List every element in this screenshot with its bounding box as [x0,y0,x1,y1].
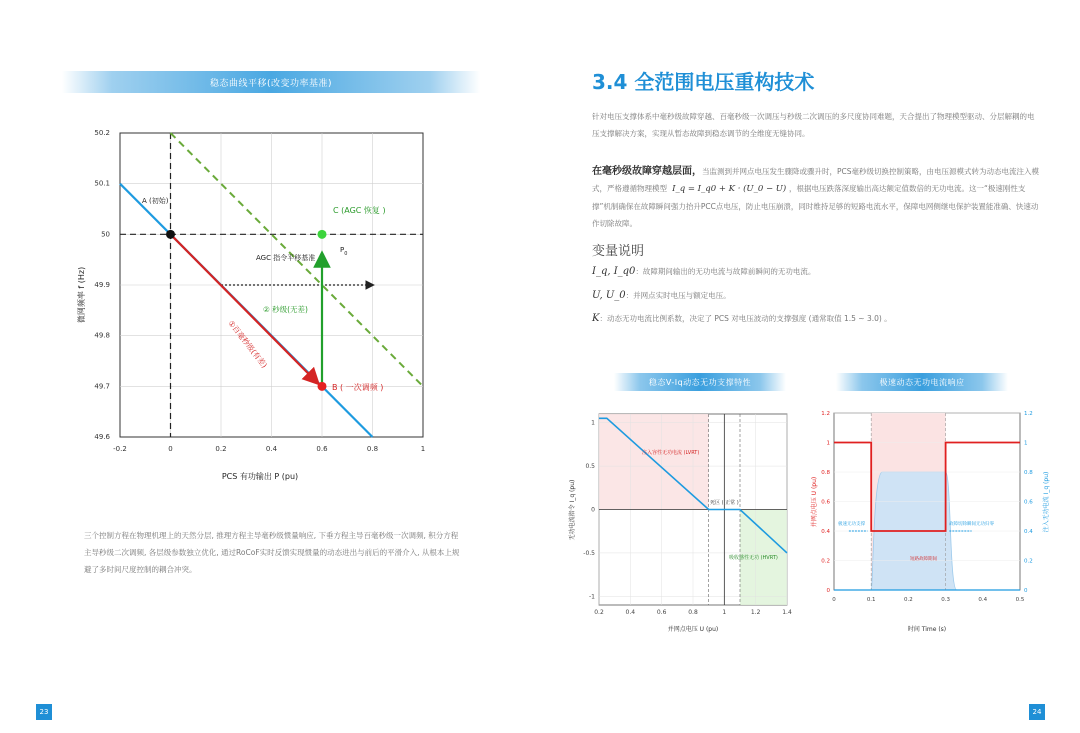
y-tick-label: 50.1 [94,179,110,188]
chart1-ylabel: 无功电流指令 I_q (pu) [569,479,576,541]
left-chart-banner-text: 稳态曲线平移(改变功率基准) [209,78,333,89]
y-tick-label: 49.7 [94,382,110,391]
y-tick-label-left: 0.4 [821,529,830,535]
y-tick-label-left: 0 [826,588,830,594]
primary-regulation-label: ①百毫秒级(有差) [226,318,269,370]
reactive-support-chart [562,400,802,640]
page-number-right: 24 [1029,704,1045,720]
y-tick-label-left: 1 [826,440,830,447]
x-tick-label: 0.5 [1015,597,1025,603]
x-tick-label: 0.2 [904,597,913,603]
x-tick-label: 0.4 [625,609,636,616]
frequency-axis-label: 微网频率 f (Hz) [77,266,86,324]
x-tick-label: 0.4 [978,597,988,603]
x-tick-label: 0.8 [366,445,379,453]
y-tick-label: 1 [591,419,595,427]
x-tick-label: -0.2 [113,445,127,453]
y-tick-label-left: 1.2 [821,411,830,417]
x-tick-label: 0.4 [265,445,278,453]
point-a-label: A (初始) [142,197,169,205]
variable-u: U, U_0：并网点实时电压与额定电压。 [592,290,731,301]
fault-period-label: 短路故障期间 [910,557,937,562]
page-number-left: 23 [36,704,52,720]
y-tick-label: -0.5 [583,549,595,557]
y-tick-label-right: 0.6 [1024,499,1033,506]
chart1-banner: 稳态V-Iq动态无功支撑特性 [614,373,786,391]
point-a [166,230,175,239]
deadband-label: 死区 ( 正常 ) [710,500,739,506]
secondary-regulation-label: ② 秒级(无差) [263,305,308,314]
y-tick-label: 49.8 [94,331,110,340]
intro-paragraph: 针对电压支撑体系中毫秒级故障穿越、百毫秒级一次调压与秒级二次调压的多尺度协同难题，天合提出了物理模型驱动、分层解耦的电压支撑解决方案，实现从暂态故障到稳态调节的全维度无缝协同。 [592,112,1035,138]
y-tick-label-right: 0.8 [1024,470,1033,476]
fault-clear-label: 故障切除瞬间无功归零 [949,522,994,527]
x-tick-label: 0 [168,445,173,453]
x-tick-label: 1 [722,609,727,616]
section-heading: 3.4 全范围电压重构技术 [592,70,815,94]
x-tick-label: 0.6 [656,609,667,616]
y-tick-label: 49.6 [94,433,110,441]
ride-through-lead: 在毫秒级故障穿越层面， [592,166,702,177]
chart2-banner: 极速动态无功电流响应 [836,373,1008,391]
x-tick-label: 0.1 [866,597,876,603]
y-tick-label-right: 1.2 [1024,411,1033,417]
y-tick-label-right: 1 [1024,440,1028,447]
p0-label: $P_0$ [340,246,348,257]
y-tick-label: 0 [591,506,595,514]
fast-support-label: 极速无功支撑 [838,522,865,527]
y-tick-label-left: 0.8 [821,470,830,476]
left-chart-banner [62,71,480,93]
x-tick-label: 0 [832,597,836,603]
y-tick-label: -1 [589,593,595,601]
chart1-xlabel: 并网点电压 U (pu) [667,626,719,633]
lvrt-label: 注入容性无功电流 (LVRT) [642,450,700,456]
frequency-power-chart [70,120,470,490]
x-tick-label: 0.3 [941,597,950,603]
y-tick-label-right: 0.4 [1024,529,1033,535]
x-tick-label: 1.2 [750,609,761,616]
chart2-xlabel: 时间 Time (s) [907,626,947,633]
y-tick-label: 0.5 [585,463,595,471]
power-axis-label: PCS 有功输出 P (pu) [221,472,299,481]
y-tick-label-left: 0.6 [821,499,830,506]
y-tick-label-right: 0 [1024,588,1028,594]
point-c-label: C (AGC 恢复 ) [333,206,386,215]
y-tick-label: 50 [101,230,110,239]
dynamic-current-response-chart [806,400,1056,640]
variable-k: K：动态无功电流比例系数，决定了 PCS 对电压波动的支撑强度 (通常取值 1.5 ~ 3.0) 。 [592,313,892,324]
point-c [318,230,327,239]
y-tick-label: 49.9 [94,281,110,289]
x-tick-label: 0.2 [594,609,604,616]
hvrt-label: 吸收感性无功 (HVRT) [729,555,778,561]
x-tick-label: 0.8 [688,609,698,616]
y-tick-label-right: 0.2 [1024,558,1033,565]
y-tick-label-left: 0.2 [821,558,830,565]
variable-iq: I_q, I_q0：故障期间输出的无功电流与故障前瞬间的无功电流。 [592,266,816,277]
chart2-ylabel-right: 注入无功电流 I_q (pu) [1043,471,1050,533]
chart2-ylabel-left: 并网点电压 U (pu) [811,476,818,528]
left-paragraph: 三个控制方程在物理机理上的天然分层, 推理方程主导毫秒级惯量响应, 下垂方程主导百毫秒级一次调频, 积分方程主导秒级二次调频, 各层级参数独立优化, 通过RoCoF实时反馈实现惯量的动态进出与前后的平滑介入, 从根本上规避了多时间尺度控制的耦合冲突。 [84,531,460,574]
ride-through-paragraph: 在毫秒级故障穿越层面，当监测到并网点电压发生骤降或骤升时，PCS毫秒级切换控制策略，由电压源模式转为动态电流注入模式，严格遵循物理模型 I_q = I_q0 + K · (U_0 − U) ，根据电压跌落深度输出高达额定值数倍的无功电流。这一“极速刚性支撑”机制确保在故障瞬间强力抬升PCC点电压，防止电压崩溃，同时维持足够的短路电流水平，保障电网侧继电保护装置能准确、快速动作切除故障。 [592,166,1040,228]
x-tick-label: 1.4 [782,609,792,616]
x-tick-label: 0.2 [215,445,227,453]
variables-title: 变量说明 [592,244,645,259]
point-b [318,382,327,391]
y-tick-label: 50.2 [94,129,110,137]
x-tick-label: 0.6 [316,445,328,453]
point-b-label: B ( 一次调频 ) [332,383,384,392]
formula: I_q = I_q0 + K · (U_0 − U) [672,184,787,194]
x-tick-label: 1 [420,445,426,453]
agc-shift-label: AGC 指令平移基准 [256,254,316,262]
